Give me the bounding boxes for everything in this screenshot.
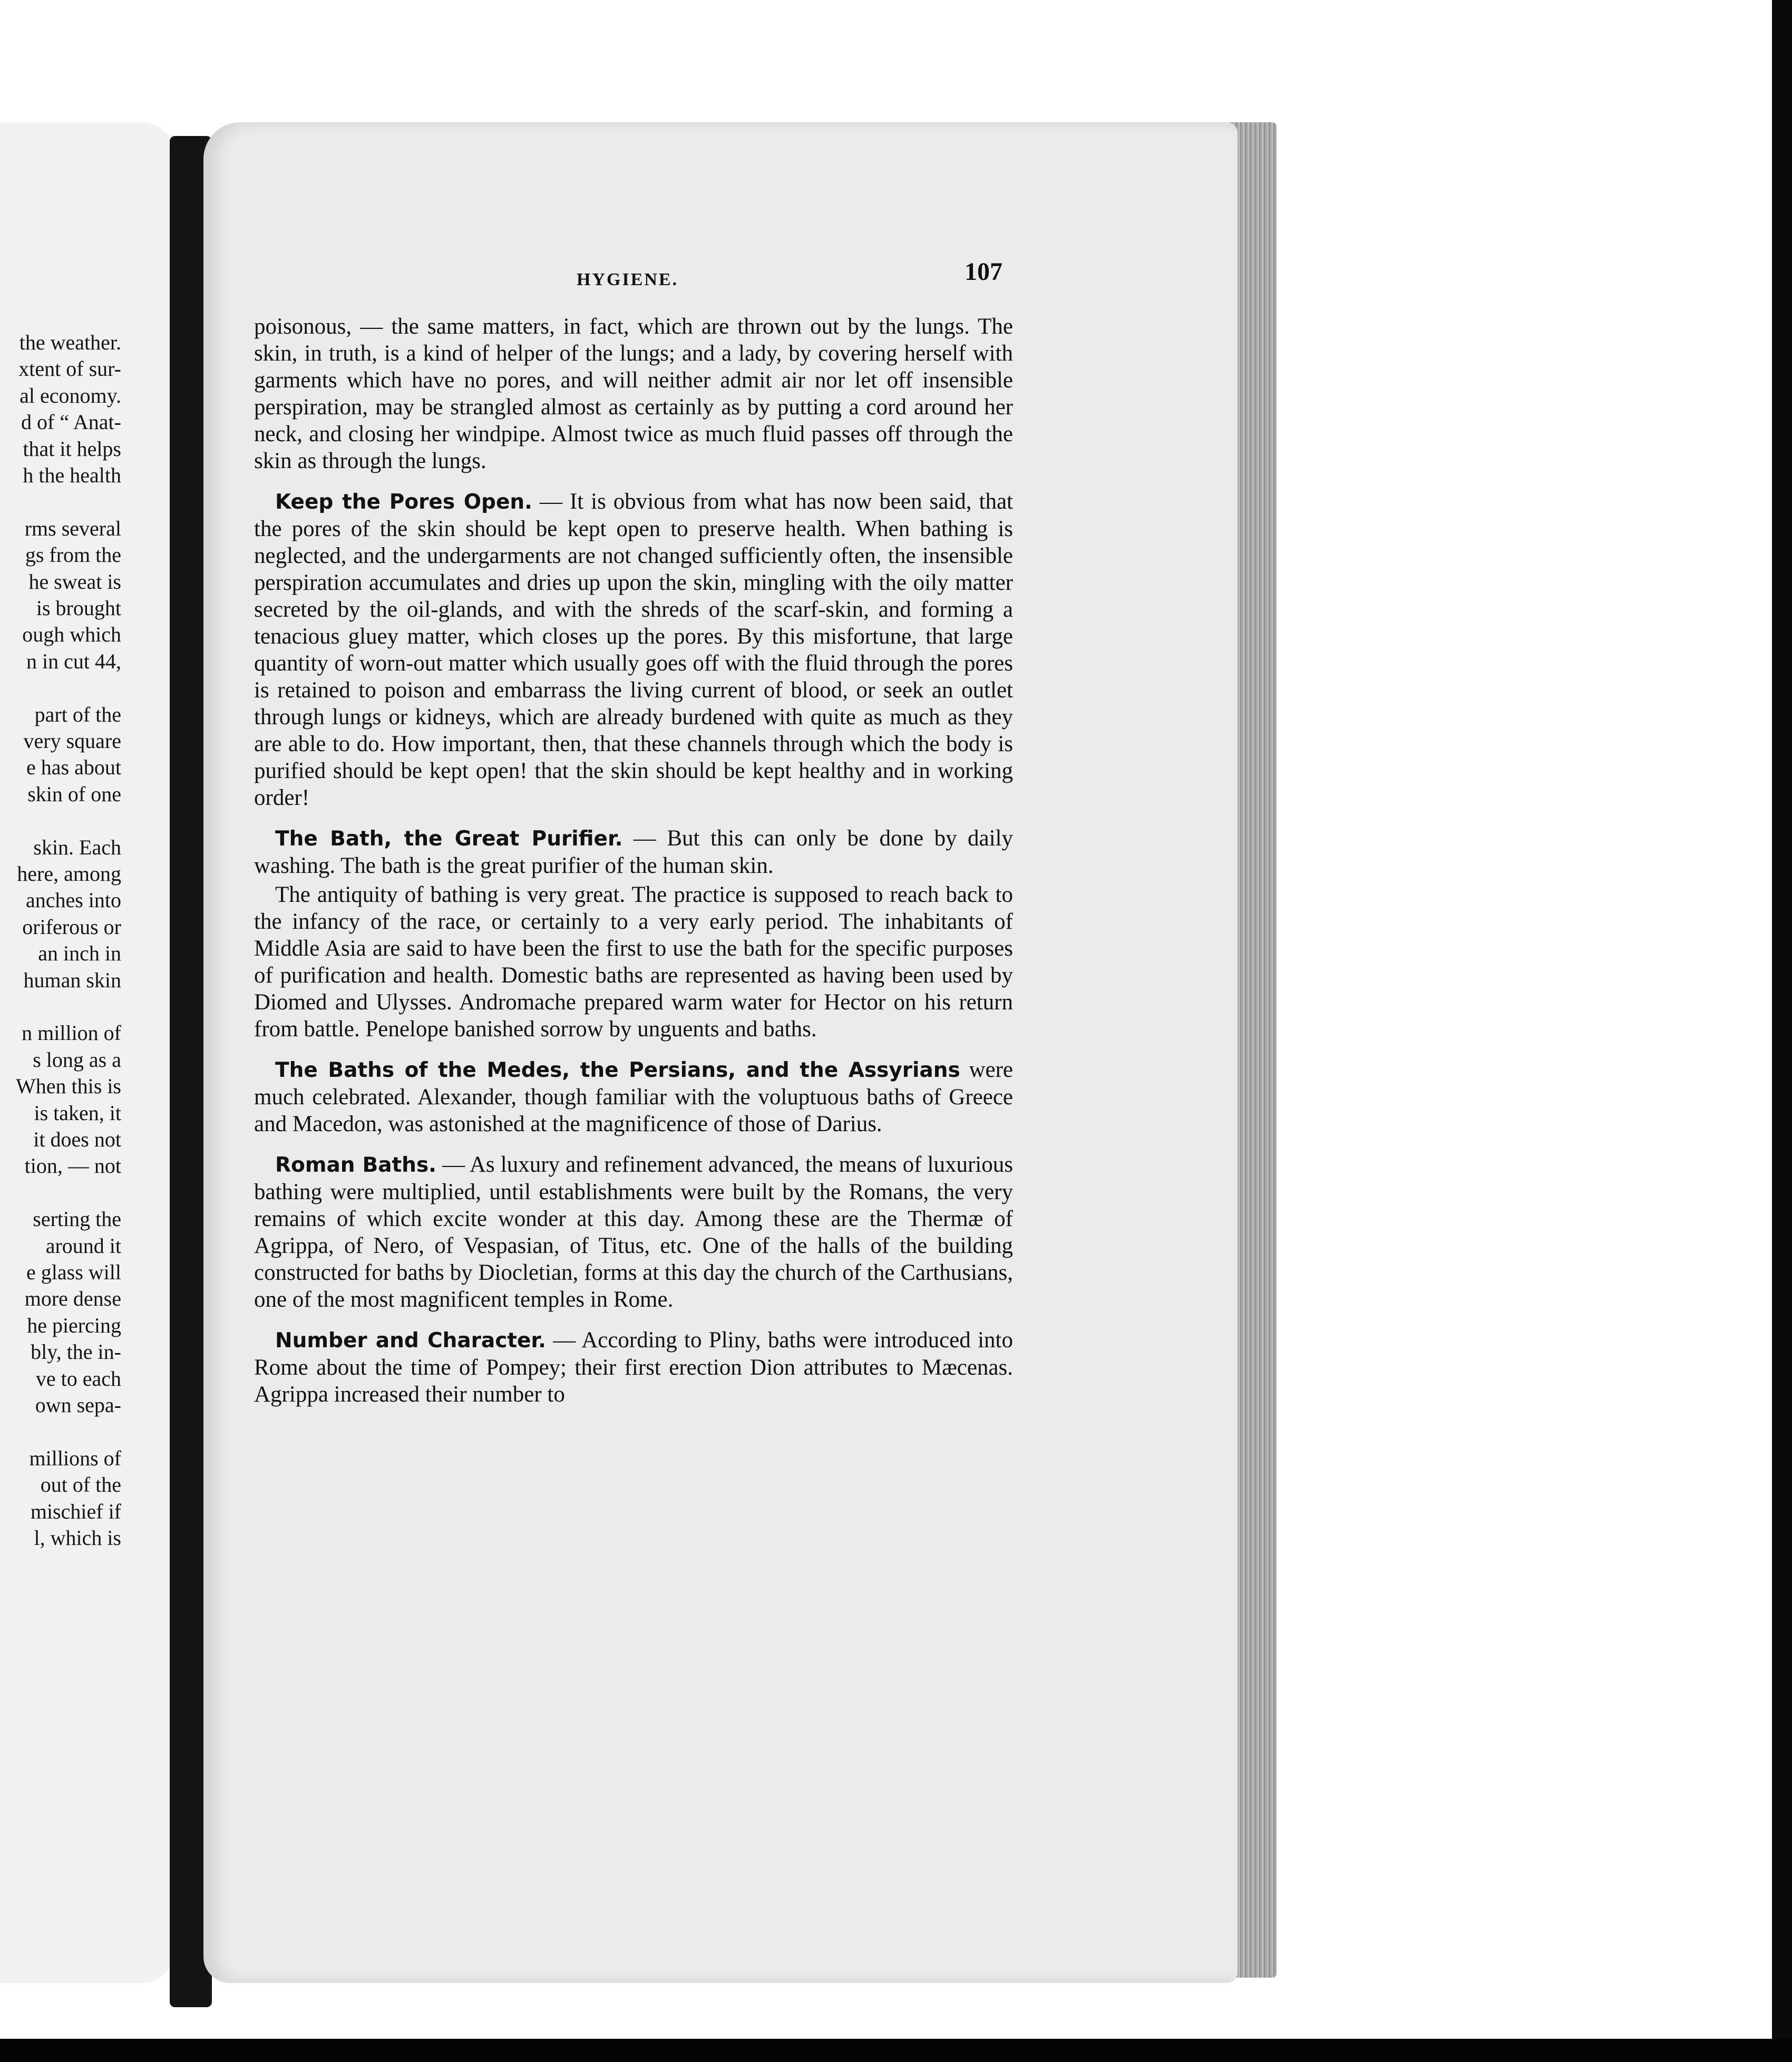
- previous-page-line: n in cut 44,: [26, 649, 121, 673]
- previous-page-line: human skin: [23, 968, 121, 992]
- previous-page-line: skin of one: [27, 782, 121, 806]
- paragraph-text: The antiquity of bathing is very great. The practice is supposed to reach back to the infancy of the race, or certainly to a very early period. The inhabitants of Middle Asia are said to have been the first to use the bath for the specific purposes of purification and health. Domestic baths are represented as having been used by Diomed and Ulysses. Andromache prepared warm water for Hector on his return from battle. Penelope banished sorrow by unguents and baths.: [254, 882, 1013, 1042]
- previous-page-line: bly, the in-: [31, 1340, 121, 1364]
- previous-page-line: h the health: [23, 463, 121, 487]
- previous-page: [0, 122, 174, 1983]
- paragraph-text: were much celebrated. Alexander, though familiar with the voluptuous baths of Greece and Macedon, was astonished at the magnificence of those of Darius.: [254, 1057, 1014, 1136]
- previous-page-line: own sepa-: [35, 1393, 121, 1417]
- previous-page-line: xtent of sur-: [18, 357, 121, 381]
- previous-page-line: here, among: [17, 862, 121, 886]
- section-heading: Roman Baths.: [275, 1153, 436, 1177]
- previous-page-line: ough which: [22, 623, 121, 647]
- paragraph-medes-persians: [254, 1056, 1013, 1137]
- scan-border-bottom: [0, 2039, 1792, 2062]
- scan-border-right: [1772, 0, 1792, 2039]
- paragraph-text: — It is obvious from what has now been said, that the pores of the skin should be kept open to preserve health. When bathing is neglected, and the undergarments are not changed sufficiently often, the insensible perspiration accumulates and dries up upon the skin, mingling with the oily matter secreted by the oil-glands, and with the shreds of the scarf-skin, and forming a tenacious gluey matter, which closes up the pores. By this misfortune, that large quantity of worn-out matter which usually goes off with the fluid through the pores is retained to poison and embarrass the living current of blood, or seek an outlet through lungs or kidneys, which are already burdened with quite as much as they are able to do. How important, then, that these channels through which the body is purified should be kept open! that the skin should be kept healthy and in working order!: [254, 489, 1013, 810]
- previous-page-line: the weather.: [19, 330, 121, 354]
- previous-page-line: tion, — not: [24, 1154, 121, 1178]
- paragraph-keep-pores-open: [254, 488, 1013, 811]
- previous-page-line: oriferous or: [22, 915, 121, 939]
- paragraph-roman-baths: [254, 1151, 1013, 1313]
- running-head: HYGIENE.: [577, 270, 679, 289]
- paragraph-antiquity: [254, 881, 1013, 1043]
- paragraph-poisonous: [254, 313, 1013, 474]
- previous-page-line: he piercing: [27, 1313, 121, 1337]
- section-heading: The Baths of the Medes, the Persians, and the Assyrians: [275, 1058, 960, 1082]
- previous-page-line: it does not: [33, 1127, 121, 1151]
- previous-page-line: skin. Each: [33, 835, 121, 859]
- previous-page-line: is taken, it: [34, 1101, 121, 1125]
- previous-page-line: serting the: [33, 1207, 121, 1231]
- previous-page-line: an inch in: [38, 941, 121, 966]
- previous-page-line: very square: [23, 729, 121, 753]
- previous-page-line: al economy.: [20, 383, 121, 407]
- section-heading: Keep the Pores Open.: [275, 490, 532, 514]
- previous-page-line: more dense: [24, 1287, 121, 1311]
- previous-page-line: that it helps: [23, 436, 121, 461]
- paragraph-text: poisonous, — the same matters, in fact, which are thrown out by the lungs. The skin, in truth, is a kind of helper of the lungs; and a lady, by covering herself with garments which have no pores, and will neither admit air nor let off insensible perspiration, may be strangled almost as certainly as by putting a cord around her neck, and closing her windpipe. Almost twice as much fluid passes off through the skin as through the lungs.: [254, 314, 1013, 473]
- previous-page-line: around it: [45, 1233, 121, 1258]
- paragraph-text: — As luxury and refinement advanced, the means of luxurious bathing were multiplied, until establishments were built by the Romans, the very remains of which excite wonder at this day. Among these are the Thermæ of Agrippa, of Nero, of Vespasian, of Titus, etc. One of the halls of the building constructed for baths by Diocletian, forms at this day the church of the Carthusians, one of the most magnificent temples in Rome.: [254, 1152, 1013, 1312]
- page-number: 107: [965, 258, 1002, 286]
- previous-page-line: anches into: [25, 888, 121, 912]
- previous-page-line: he sweat is: [28, 569, 121, 594]
- previous-page-line: is brought: [36, 596, 121, 620]
- paragraph-number-character: [254, 1327, 1013, 1408]
- previous-page-line: rms several: [24, 516, 121, 540]
- previous-page-line: d of “ Anat-: [21, 410, 121, 434]
- paragraph-text: — But this can only be done by daily washing. The bath is the great purifier of the human skin.: [254, 826, 1013, 878]
- paragraph-text: — According to Pliny, baths were introduced into Rome about the time of Pompey; their first erection Dion attributes to Mæcenas. Agrippa increased their number to: [254, 1328, 1013, 1407]
- previous-page-line: e has about: [26, 755, 121, 780]
- paragraph-bath-purifier: [254, 825, 1013, 879]
- previous-page-line: ve to each: [35, 1366, 121, 1390]
- previous-page-line: out of the: [40, 1473, 121, 1497]
- previous-page-line: l, which is: [34, 1526, 121, 1550]
- previous-page-line: n million of: [22, 1021, 121, 1045]
- previous-page-line: e glass will: [26, 1260, 121, 1284]
- page-body: [254, 313, 1013, 1422]
- section-heading: The Bath, the Great Purifier.: [275, 827, 623, 851]
- previous-page-line: s long as a: [33, 1047, 121, 1072]
- previous-page-line: mischief if: [30, 1499, 121, 1523]
- previous-page-line: millions of: [29, 1446, 121, 1470]
- section-heading: Number and Character.: [275, 1329, 546, 1353]
- previous-page-line: gs from the: [25, 543, 121, 567]
- previous-page-line: part of the: [34, 702, 121, 726]
- previous-page-line: When this is: [16, 1074, 121, 1098]
